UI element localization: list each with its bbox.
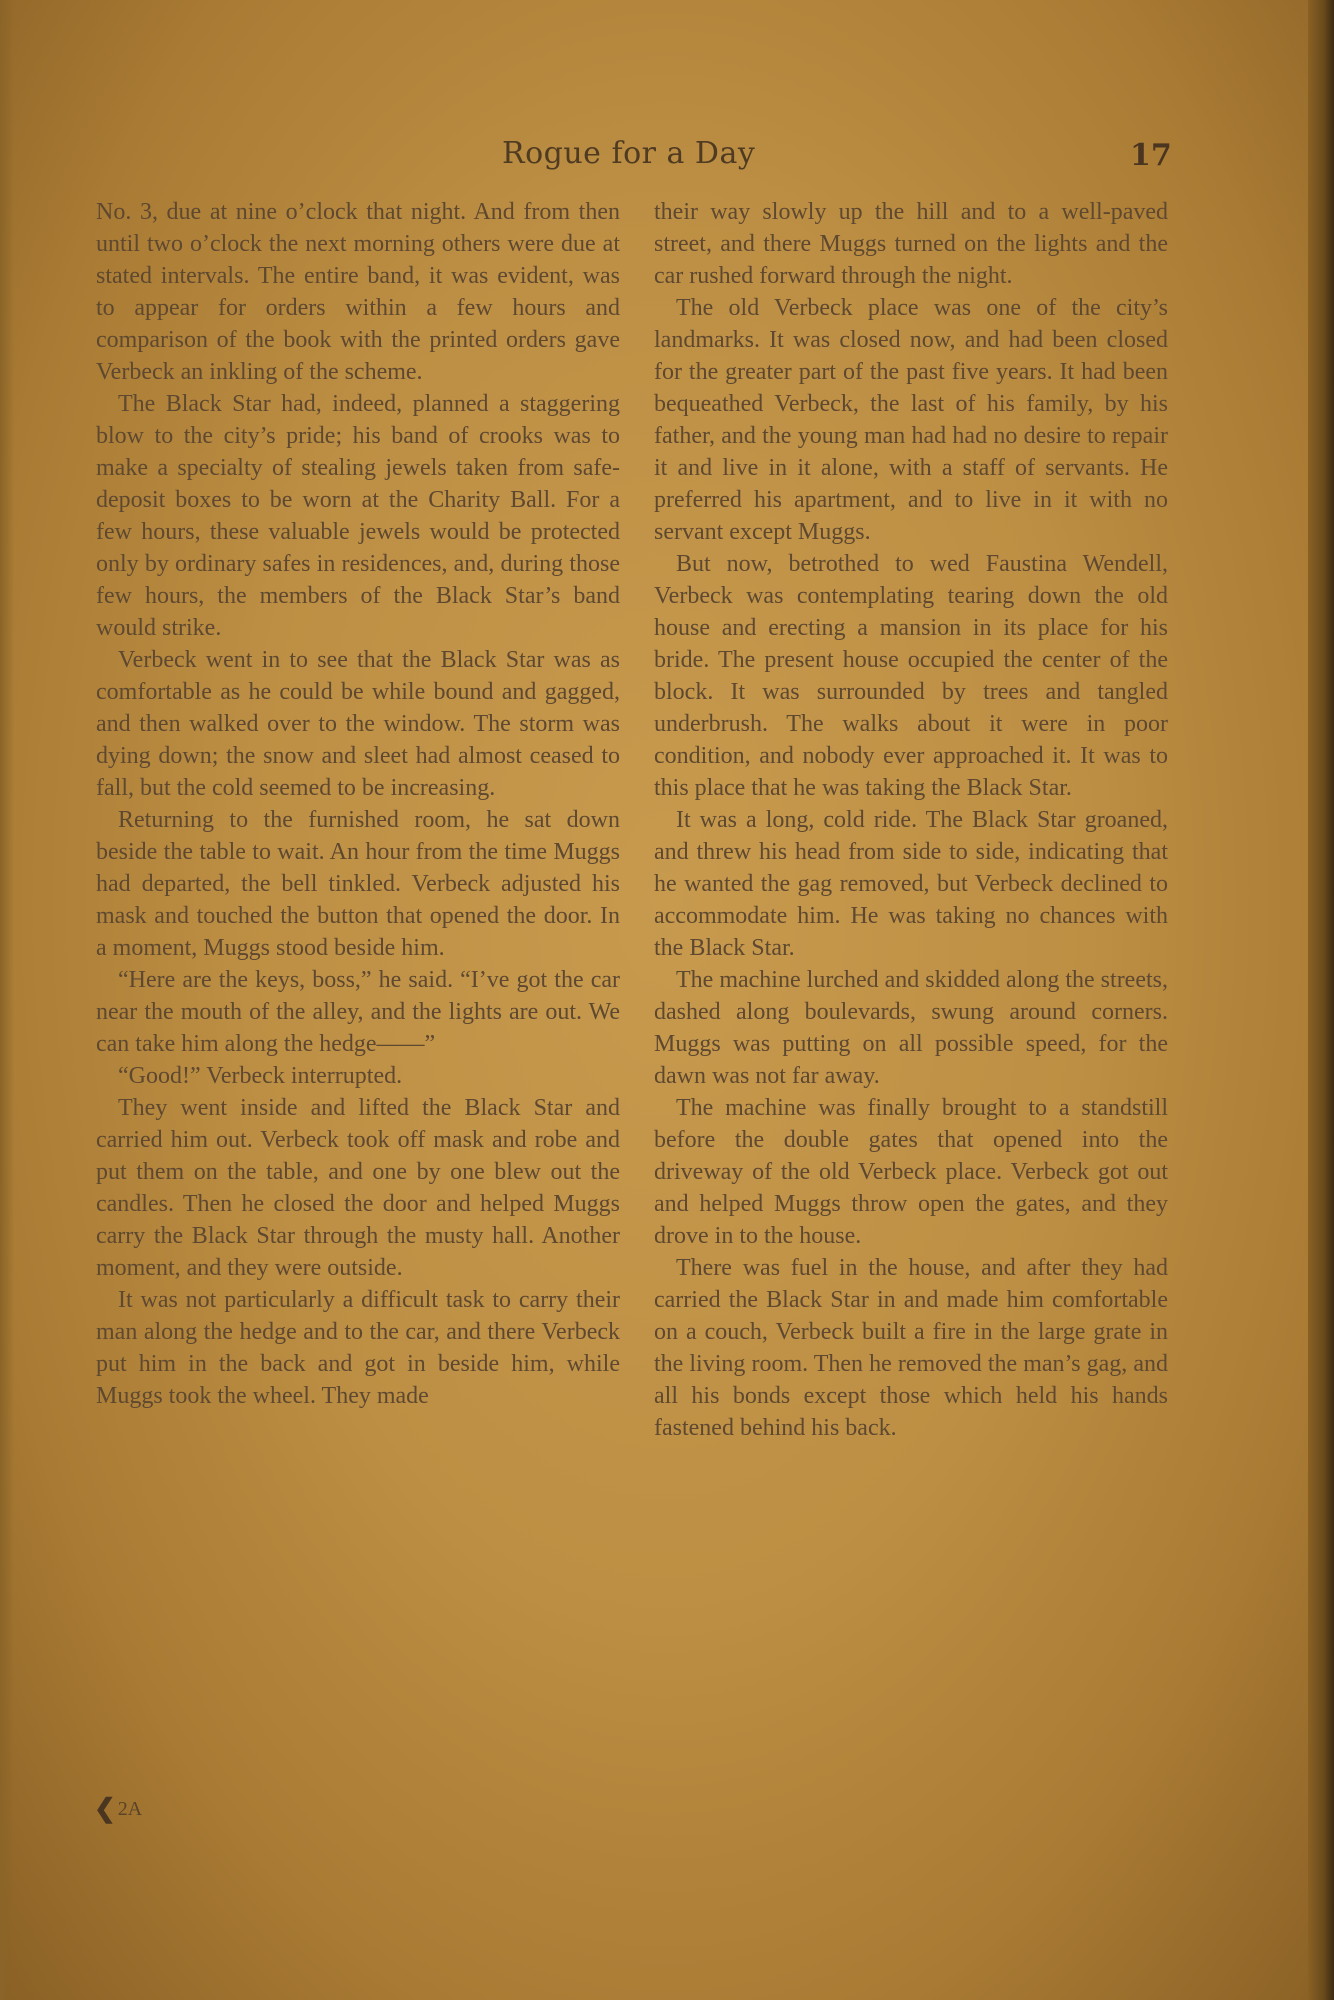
- page-left-edge: [0, 0, 14, 2000]
- printer-signature-mark: [94, 1794, 142, 1824]
- paragraph: There was fuel in the house, and after they had carried the Black Star in and made him comfortable on a couch, Verbeck built a fire in the large grate in the living room. Then he removed the man’s gag, and all his bonds except those which held his hands fastened behind his back.: [654, 1255, 1168, 1441]
- paragraph: Returning to the furnished room, he sat down beside the table to wait. An hour from the time Muggs had departed, the bell tinkled. Verbeck adjusted his mask and touched the button that opened the door. In a moment, Muggs stood beside him.: [96, 807, 620, 961]
- paragraph: The machine was finally brought to a standstill before the double gates that opened into the driveway of the old Verbeck place. Verbeck got out and helped Muggs throw open the gates, and they drove in to the house.: [654, 1095, 1168, 1249]
- paragraph: It was not particularly a difficult task to carry their man along the hedge and to the car, and there Verbeck put him in the back and got in beside him, while Muggs took the wheel. They made: [96, 1287, 620, 1409]
- paragraph: Verbeck went in to see that the Black Star was as comfortable as he could be while bound and gagged, and then walked over to the window. The storm was dying down; the snow and sleet had almost ceased to fall, but the cold seemed to be increasing.: [96, 647, 620, 801]
- paragraph: “Good!” Verbeck interrupted.: [118, 1063, 403, 1089]
- paragraph: But now, betrothed to wed Faustina Wendell, Verbeck was contemplating tearing down the old house and erecting a mansion in its place for his bride. The present house occupied the center of the block. It was surrounded by trees and tangled underbrush. The walks about it were in poor condition, and nobody ever approached it. It was to this place that he was taking the Black Star.: [654, 551, 1168, 801]
- paragraph: The old Verbeck place was one of the city’s landmarks. It was closed now, and had been closed for the greater part of the past five years. It had been bequeathed Verbeck, the last of his family, by his father, and the young man had had no desire to repair it and live in it alone, with a staff of servants. He preferred his apartment, and to live in it with no servant except Muggs.: [654, 295, 1168, 545]
- paragraph: The Black Star had, indeed, planned a staggering blow to the city’s pride; his band of crooks was to make a specialty of stealing jewels taken from safe-deposit boxes to be worn at the Charity Ball. For a few hours, these valuable jewels would be protected only by ordinary safes in residences, and, during those few hours, the members of the Black Star’s band would strike.: [96, 391, 620, 641]
- signature-label: 2A: [117, 1797, 143, 1820]
- paragraph: “Here are the keys, boss,” he said. “I’ve got the car near the mouth of the alley, and the lights are out. We can take him along the hedge——”: [96, 967, 620, 1057]
- paragraph: their way slowly up the hill and to a well-paved street, and there Muggs turned on the lights and the car rushed forward through the night.: [654, 199, 1168, 289]
- page-right-edge: [1308, 0, 1334, 2000]
- left-column: [96, 196, 620, 1412]
- paragraph: They went inside and lifted the Black Star and carried him out. Verbeck took off mask and robe and put them on the table, and one by one blew out the candles. Then he closed the door and helped Muggs carry the Black Star through the musty hall. Another moment, and they were outside.: [96, 1095, 620, 1281]
- page-number: 17: [1130, 138, 1172, 173]
- paragraph: No. 3, due at nine o’clock that night. And from then until two o’clock the next morning others were due at stated intervals. The entire band, it was evident, was to appear for orders within a few hours and comparison of the book with the printed orders gave Verbeck an inkling of the scheme.: [96, 199, 620, 385]
- right-column: [654, 196, 1168, 1444]
- running-title: Rogue for a Day: [502, 136, 756, 171]
- paragraph: The machine lurched and skidded along the streets, dashed along boulevards, swung around corners. Muggs was putting on all possible speed, for the dawn was not far away.: [654, 967, 1168, 1089]
- paragraph: It was a long, cold ride. The Black Star groaned, and threw his head from side to side, indicating that he wanted the gag removed, but Verbeck declined to accommodate him. He was taking no chances with the Black Star.: [654, 807, 1168, 961]
- signature-arrow-icon: ❮: [94, 1794, 116, 1823]
